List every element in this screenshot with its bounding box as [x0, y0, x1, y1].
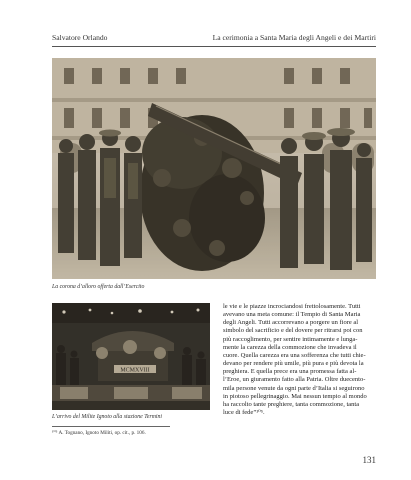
body-paragraph — [223, 303, 376, 417]
body-line: ha raccolto tante preghiere, tanta commozione, tanta — [223, 400, 360, 408]
body-line: in piotoso pellegrinaggio. Mai nessun tempio al mondo — [223, 392, 367, 400]
photo-laurel-wreath-ceremony — [52, 58, 376, 279]
plaque-text: MCMXVIII — [120, 367, 150, 374]
body-line: cuore. Quella carezza era una sofferenza che tutti chie- — [223, 351, 366, 359]
figure-caption-1: La corona d’alloro offerta dall’Esercito — [52, 284, 145, 290]
body-line: l’Eroe, un giuramento fatto alla Patria. Oltre duecento- — [223, 376, 366, 384]
body-line: degli Angeli. Tutti accorrevano a porgere un fiore al — [223, 319, 359, 327]
footnote-rule — [52, 426, 170, 427]
body-line: le vie e le piazze incrociandosi frettolosamente. Tutti — [223, 303, 361, 310]
body-line: più raccoglimento, per sentire intimamente e lunga- — [223, 335, 358, 343]
page-number: 131 — [362, 455, 376, 465]
photo-termini-station-arrival — [52, 303, 210, 410]
body-line: mila persone venute da ogni parte d’Italia si seguirono — [223, 384, 365, 392]
body-line: mente la carezza della commozione che invadeva il — [223, 343, 357, 351]
figure-caption-2: L’arrivo del Milite Ignoto alla stazione Termini — [52, 414, 163, 420]
running-header — [52, 32, 376, 44]
body-line: devano per rendere più umile, più pura e più devota la — [223, 360, 364, 368]
header-author: Salvatore Orlando — [52, 33, 108, 42]
header-rule — [52, 46, 376, 47]
footnote: ¹⁰⁵ A. Tognano, Ignoto Militi, op. cit., p. 106. — [52, 430, 146, 436]
body-line: luce di fede”¹⁰⁵. — [223, 409, 265, 417]
body-line: preghiera. E quella prece era una promessa fatta al- — [223, 368, 357, 376]
body-line: avevano una meta comune: il Tempio di Santa Maria — [223, 311, 361, 319]
body-line: simbolo del sacrificio e del dovere per ritrarsi poi con — [223, 327, 363, 335]
header-chapter-title: La cerimonia a Santa Maria degli Angeli e dei Martiri — [212, 33, 376, 42]
